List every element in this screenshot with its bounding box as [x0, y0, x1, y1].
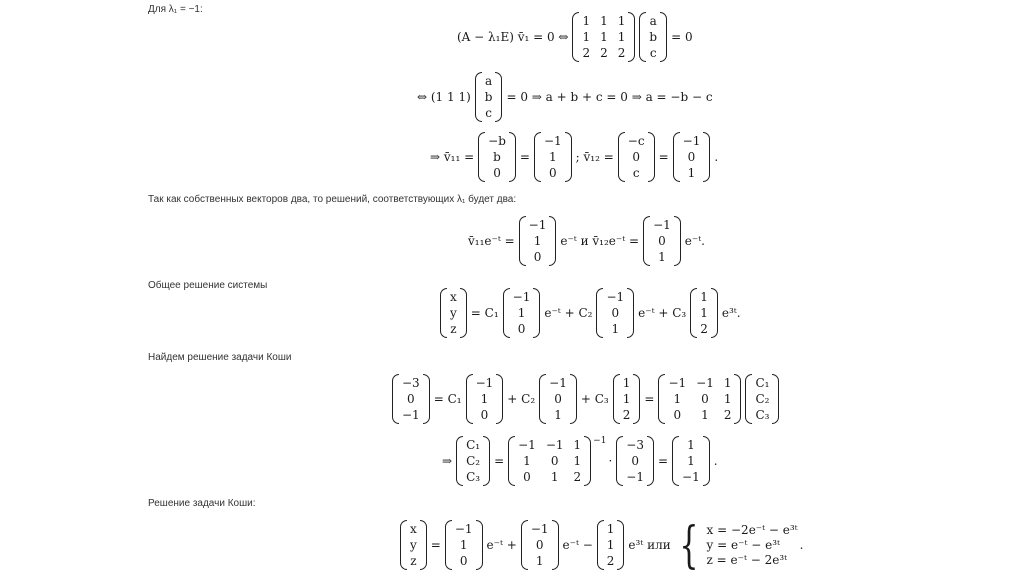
matrix-cell: −3 — [402, 376, 420, 390]
matrix-cell: 1 — [517, 306, 526, 320]
matrix-cell: −c — [627, 134, 645, 148]
left-paren — [690, 288, 697, 338]
eq3-mid: ; v̄₁₂ = — [575, 150, 614, 164]
matrix-cell: 1 — [573, 454, 582, 468]
left-paren — [658, 374, 665, 424]
text-cauchy-solution: Решение задачи Коши: — [148, 498, 256, 509]
matrix-cell: 1 — [554, 408, 562, 422]
right-paren — [633, 374, 640, 424]
right-paren — [628, 12, 635, 62]
matrix-cell: −1 — [682, 134, 701, 148]
left-paren — [519, 216, 526, 266]
vector-v12-sym — [618, 132, 655, 182]
matrix-cell: 1 — [700, 290, 708, 304]
matrix-cell: 1 — [600, 14, 608, 28]
matrix-cell: 1 — [548, 150, 557, 164]
matrix-cell: −1 — [653, 218, 671, 232]
matrix-cell: a — [649, 14, 657, 28]
matrix-cell: 0 — [554, 392, 562, 406]
left-paren — [596, 288, 603, 338]
matrix-cell: 0 — [687, 150, 696, 164]
matrix-cell: 2 — [573, 470, 582, 484]
right-paren — [549, 216, 556, 266]
matrix-cell: 2 — [606, 554, 615, 568]
matrix-cell: 2 — [622, 408, 631, 422]
matrix-cell: −1 — [668, 376, 687, 390]
matrix-cell: x — [450, 290, 457, 304]
matrix-cell: 1 — [550, 470, 559, 484]
vector-abc-2 — [475, 72, 503, 122]
right-paren — [460, 288, 467, 338]
matrix-cell: 1 — [723, 392, 732, 406]
matrix-cell: 1 — [617, 30, 626, 44]
matrix-cell: 1 — [606, 522, 615, 536]
right-paren — [483, 436, 490, 486]
equation-4: v̄₁₁e⁻ᵗ = −1 1 0 e⁻ᵗ и v̄₁₂e⁻ᵗ = −1 0 1 e⁻ᵗ. — [468, 218, 705, 264]
matrix-cell: 2 — [617, 46, 626, 60]
matrix-cell: y — [450, 306, 457, 320]
matrix-cell: C₃ — [466, 470, 481, 484]
matrix-cell: 1 — [658, 250, 666, 264]
matrix-cell: 1 — [622, 392, 631, 406]
matrix-cell: 1 — [533, 234, 542, 248]
left-paren — [521, 520, 528, 570]
left-paren — [478, 132, 485, 182]
equation-3: ⇒ v̄₁₁ = −b b 0 = −1 1 0 ; v̄₁₂ = −c 0 c = −1 0 1 . — [430, 134, 719, 180]
equation-5: x y z = C₁ −1 1 0 e⁻ᵗ + C₂ −1 0 1 e⁻ᵗ + C₃ 1 1 2 e³ᵗ. — [438, 288, 743, 338]
matrix-cell: −1 — [454, 522, 473, 536]
matrix-cell: 1 — [687, 438, 695, 452]
matrix-cell: C₂ — [755, 392, 770, 406]
eq3-pre: ⇒ v̄₁₁ = — [430, 150, 475, 164]
right-paren — [423, 374, 430, 424]
matrix-cell: 1 — [480, 392, 489, 406]
vector-abc — [639, 12, 667, 62]
right-paren — [617, 520, 624, 570]
matrix-cell: −1 — [549, 376, 567, 390]
right-paren — [496, 374, 503, 424]
right-paren — [703, 132, 710, 182]
matrix-cell: C₁ — [755, 376, 770, 390]
left-paren — [639, 12, 646, 62]
right-paren — [703, 436, 710, 486]
matrix-cell: 1 — [723, 376, 732, 390]
text-general-solution: Общее решение системы — [148, 280, 268, 291]
matrix-cell: 0 — [407, 392, 415, 406]
matrix-cell: 1 — [622, 376, 631, 390]
left-paren — [672, 436, 679, 486]
right-paren — [647, 436, 654, 486]
matrix-a — [572, 12, 635, 62]
right-paren — [711, 288, 718, 338]
left-paren — [616, 436, 623, 486]
matrix-cell: 0 — [523, 470, 531, 484]
matrix-cell: 0 — [493, 166, 501, 180]
matrix-cell: −1 — [475, 376, 494, 390]
right-paren — [420, 520, 427, 570]
left-paren — [475, 72, 482, 122]
matrix-cell: 2 — [723, 408, 732, 422]
matrix-cell: 0 — [701, 392, 709, 406]
matrix-cell: −1 — [606, 290, 625, 304]
matrix-cell: −1 — [545, 438, 564, 452]
left-paren — [534, 132, 541, 182]
eq2-right: = 0 ⇒ a + b + c = 0 ⇒ a = −b − c — [506, 90, 713, 104]
matrix-cell: −1 — [682, 470, 700, 484]
matrix-cell: x — [410, 522, 417, 536]
right-paren — [648, 132, 655, 182]
matrix-cell: b — [649, 30, 658, 44]
system-brace: { — [679, 516, 699, 574]
matrix-cell: 1 — [673, 392, 682, 406]
right-paren — [552, 520, 559, 570]
vector-v11-sym — [478, 132, 516, 182]
vector-v12 — [673, 132, 711, 182]
matrix-cell: 1 — [600, 30, 608, 44]
matrix-cell: 1 — [701, 408, 709, 422]
left-paren — [572, 12, 579, 62]
right-paren — [627, 288, 634, 338]
matrix-cell: b — [493, 150, 501, 164]
equation-8: x y z = −1 1 0 e⁻ᵗ + −1 0 1 e⁻ᵗ − 1 1 2 e³ᵗ или { x = −2e⁻ᵗ − e³ᵗ y = e⁻ᵗ − e³ᵗ z = e⁻ᵗ − 2e³ᵗ . — [398, 520, 805, 570]
left-paren — [392, 374, 399, 424]
left-paren — [613, 374, 620, 424]
matrix-cell: 1 — [573, 438, 582, 452]
left-paren — [400, 520, 407, 570]
vector-v11 — [534, 132, 572, 182]
equation-6: −3 0 −1 = C₁ −1 1 0 + C₂ −1 0 1 + C₃ 1 1 2 = −1 −1 1 1 0 1 0 1 2 C₁ C₂ C₃ — [390, 374, 781, 424]
matrix-cell: z — [410, 554, 417, 568]
matrix-cell: −3 — [626, 438, 644, 452]
matrix-cell: C₂ — [466, 454, 481, 468]
matrix-cell: −b — [488, 134, 506, 148]
matrix-cell: 0 — [533, 250, 542, 264]
text-two-solutions: Так как собственных векторов два, то решений, соответствующих λ₁ будет два: — [148, 194, 517, 205]
matrix-cell: 2 — [700, 322, 708, 336]
right-paren — [772, 374, 779, 424]
right-paren — [476, 520, 483, 570]
matrix-cell: c — [649, 46, 657, 60]
matrix-cell: c — [485, 106, 492, 120]
matrix-cell: −1 — [626, 470, 644, 484]
eq1-left: (A − λ₁E) v̄₁ = 0 ⇔ — [457, 30, 569, 44]
matrix-cell: −1 — [512, 290, 531, 304]
left-paren — [618, 132, 625, 182]
right-paren — [674, 216, 681, 266]
matrix-cell: 0 — [517, 322, 526, 336]
right-paren — [570, 374, 577, 424]
matrix-cell: z — [450, 322, 457, 336]
equation-7: ⇒ C₁ C₂ C₃ = −1 −1 1 1 0 1 0 1 2 $^{-1}$ · −3 0 −1 = 1 1 −1 . — [442, 436, 718, 484]
text-cauchy: Найдем решение задачи Коши — [148, 352, 292, 363]
intro-text: Для λ₁ = −1: — [148, 4, 203, 15]
matrix-cell: −1 — [528, 218, 547, 232]
matrix-cell: −1 — [402, 408, 420, 422]
matrix-cell: 0 — [658, 234, 666, 248]
matrix-cell: C₃ — [755, 408, 770, 422]
left-paren — [539, 374, 546, 424]
matrix-cell: −1 — [696, 376, 714, 390]
matrix-cell: 1 — [523, 454, 531, 468]
left-paren — [597, 520, 604, 570]
solution-system: x = −2e⁻ᵗ − e³ᵗ y = e⁻ᵗ − e³ᵗ z = e⁻ᵗ − 2e³ᵗ — [706, 522, 798, 567]
matrix-cell: a — [485, 74, 493, 88]
right-paren — [565, 132, 572, 182]
matrix-cell: 1 — [606, 538, 615, 552]
matrix-cell: 0 — [611, 306, 620, 320]
matrix-cell: −1 — [518, 438, 536, 452]
matrix-cell: 0 — [673, 408, 682, 422]
right-paren — [495, 72, 502, 122]
matrix-cell: b — [484, 90, 493, 104]
left-paren — [508, 436, 515, 486]
matrix-cell: 1 — [582, 14, 591, 28]
matrix-cell: 1 — [459, 538, 468, 552]
matrix-cell: y — [410, 538, 417, 552]
matrix-cell: −1 — [530, 522, 549, 536]
matrix-cell: 0 — [548, 166, 557, 180]
matrix-cell: 1 — [617, 14, 626, 28]
matrix-cell: 1 — [687, 454, 695, 468]
matrix-cell: C₁ — [466, 438, 481, 452]
right-paren — [660, 12, 667, 62]
matrix-cell: c — [632, 166, 640, 180]
matrix-cell: 1 — [582, 30, 591, 44]
left-paren — [466, 374, 473, 424]
equation-1 — [455, 12, 695, 62]
matrix-cell: 1 — [700, 306, 708, 320]
eq2-pre: ⇔ (1 1 1) — [417, 90, 471, 104]
left-paren — [745, 374, 752, 424]
left-paren — [445, 520, 452, 570]
matrix-cell: 2 — [582, 46, 591, 60]
right-paren — [734, 374, 741, 424]
matrix-cell: 1 — [611, 322, 620, 336]
matrix-cell: 0 — [459, 554, 468, 568]
left-paren — [643, 216, 650, 266]
eq1-right: = 0 — [671, 30, 693, 44]
matrix-cell: 1 — [687, 166, 696, 180]
matrix-cell: 0 — [632, 150, 640, 164]
matrix-cell: 0 — [631, 454, 639, 468]
left-paren — [456, 436, 463, 486]
right-paren — [533, 288, 540, 338]
left-paren — [673, 132, 680, 182]
equation-2 — [415, 72, 715, 122]
matrix-cell: 0 — [535, 538, 544, 552]
matrix-cell: 2 — [600, 46, 608, 60]
matrix-cell: 1 — [535, 554, 544, 568]
right-paren — [509, 132, 516, 182]
left-paren — [440, 288, 447, 338]
matrix-cell: −1 — [543, 134, 562, 148]
right-paren — [584, 436, 591, 486]
left-paren — [503, 288, 510, 338]
matrix-cell: 0 — [480, 408, 489, 422]
matrix-cell: 0 — [550, 454, 559, 468]
